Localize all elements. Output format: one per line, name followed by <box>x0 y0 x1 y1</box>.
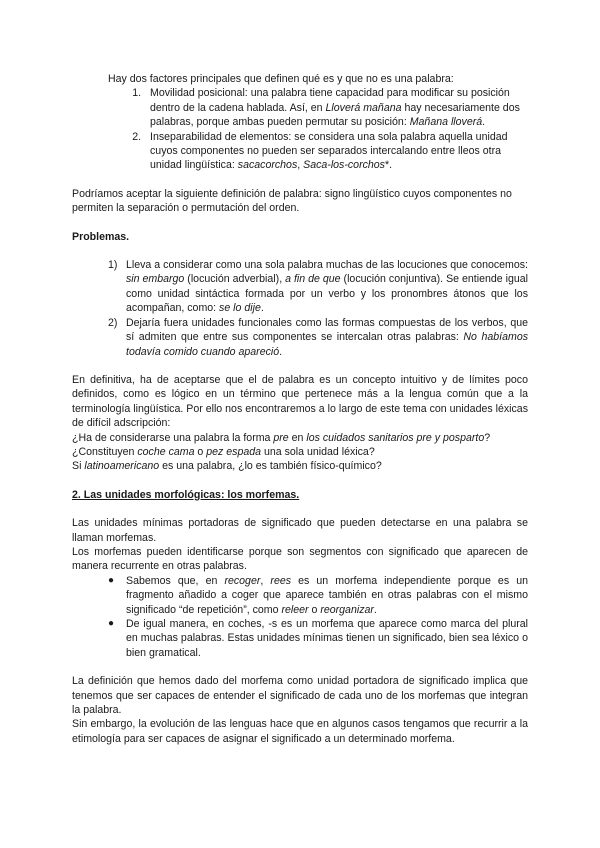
italic-example: se lo dije <box>219 302 261 315</box>
list-number: 1) <box>108 259 118 272</box>
final-paragraph-1: La definición que hemos dado del morfema como unidad portadora de significado implica que tenemos que ser capaces de entender el significado de cada uno de los morfemas que integran la palabra. <box>72 675 528 717</box>
intro-paragraph: Hay dos factores principales que definen qué es y que no es una palabra: <box>108 73 454 85</box>
italic-example: pez espada <box>206 445 262 458</box>
text-run: *. <box>384 159 393 172</box>
text-run: . <box>482 116 486 129</box>
text-run: , <box>260 574 271 587</box>
text-run: en <box>288 431 307 444</box>
italic-example: reorganizar <box>320 603 374 616</box>
text-run: Inseparabilidad de elementos: se considera una sola palabra aquella unidad cuyos componentes no pueden ser separados intercalando entre lleos otra unidad lingüística: <box>150 130 508 172</box>
text-run: ? <box>484 431 491 444</box>
problems-list <box>72 258 528 359</box>
bullet-icon: ● <box>108 574 115 586</box>
document-page <box>72 72 528 746</box>
section-2-heading: 2. Las unidades morfológicas: los morfemas. <box>72 488 300 501</box>
bullet-icon: ● <box>108 618 115 629</box>
italic-example: Lloverá mañana <box>325 101 402 114</box>
italic-example: coche cama <box>137 445 195 458</box>
text-run: es un morfema independiente porque es un fragmento añadido a coger que aparece también en otras palabras con el mismo significado “de repetición”, como <box>126 574 528 616</box>
text-run: Sabemos que, en <box>126 574 225 587</box>
final-paragraph-2: Sin embargo, la evolución de las lenguas hace que en algunos casos tengamos que recurrir a la etimología para ser capaces de asignar el significado a un determinado morfema. <box>72 718 528 745</box>
text-run: hay necesariamente dos palabras, porque ambas pueden permutar su posición: <box>150 101 520 129</box>
italic-example: los cuidados sanitarios pre y posparto <box>306 431 485 444</box>
text-run: o <box>308 603 321 616</box>
bullet-item <box>108 574 528 617</box>
italic-example: sin embargo <box>126 273 185 286</box>
factor-item <box>144 130 528 173</box>
problems-heading: Problemas. <box>72 230 130 243</box>
text-run: o <box>194 445 207 458</box>
morphemes-paragraph-1: Las unidades mínimas portadoras de significado que pueden detectarse en una palabra se llaman morfemas. <box>72 517 528 544</box>
italic-example: Saca-los-corchos <box>303 159 385 172</box>
factors-list <box>72 86 528 172</box>
text-run: (locución conjuntiva). Se entiende igual como unidad sintáctica formada por un verbo y los pronombres átonos que los acompañan, como: <box>126 273 529 315</box>
text-run: . <box>373 603 377 616</box>
text-run: , <box>297 159 304 172</box>
question-line <box>72 445 528 459</box>
italic-example: Mañana lloverá <box>409 116 483 129</box>
list-number: 2) <box>108 316 118 329</box>
italic-example: No habíamos todavía comido cuando apareció <box>126 331 529 358</box>
italic-example: releer <box>281 603 309 616</box>
text-run: Dejaría fuera unidades funcionales como las formas compuestas de los verbos, que sí admiten que entre sus componentes se intercalan otras palabras: <box>126 316 528 344</box>
bullet-item <box>108 617 528 660</box>
text-run: ¿Constituyen <box>72 445 138 458</box>
text-run: De igual manera, en coches, -s es un morfema que aparece como marca del plural en muchas palabras. Estas unidades mínimas tienen un significado, bien sea léxico o bien gramatical. <box>126 618 528 659</box>
text-run: Movilidad posicional: una palabra tiene capacidad para modificar su posición dentro de la cadena hablada. Así, en <box>150 87 510 114</box>
italic-example: sacacorchos <box>237 159 298 172</box>
question-line <box>72 431 528 445</box>
italic-example: a fin de que <box>285 273 341 286</box>
italic-example: rees <box>270 574 292 587</box>
morpheme-bullets <box>72 574 528 660</box>
morphemes-paragraph-2: Los morfemas pueden identificarse porque son segmentos con significado que aparecen de manera recurrente en otras palabras. <box>72 545 528 573</box>
conclusion-paragraph: En definitiva, ha de aceptarse que el de palabra es un concepto intuitivo y de límites poco definidos, como es lógico en un término que pertenece más a la lengua común que a la terminología lingüística. Por ello nos encontraremos a lo largo de este tema con unidades léxicas de difícil adscripción: <box>72 373 528 430</box>
problem-item <box>108 258 528 316</box>
problem-item <box>108 316 528 359</box>
text-run: una sola unidad léxica? <box>261 445 375 458</box>
text-run: (locución adverbial), <box>184 273 286 286</box>
text-run: Si <box>72 460 85 473</box>
text-run: . <box>279 345 283 358</box>
question-line <box>72 459 528 473</box>
factor-item <box>144 86 528 129</box>
text-run: es una palabra, ¿lo es también físico-químico? <box>159 460 382 473</box>
text-run: Lleva a considerar como una sola palabra muchas de las locuciones que conocemos: <box>126 259 528 272</box>
text-run: . <box>260 302 264 315</box>
italic-example: pre <box>273 431 289 444</box>
italic-example: recoger <box>224 574 261 587</box>
italic-example: latinoamericano <box>84 460 160 473</box>
text-run: ¿Ha de considerarse una palabra la forma <box>72 431 274 444</box>
definition-paragraph: Podríamos aceptar la siguiente definición de palabra: signo lingüístico cuyos componentes no permiten la separación o permutación del orden. <box>72 187 512 215</box>
